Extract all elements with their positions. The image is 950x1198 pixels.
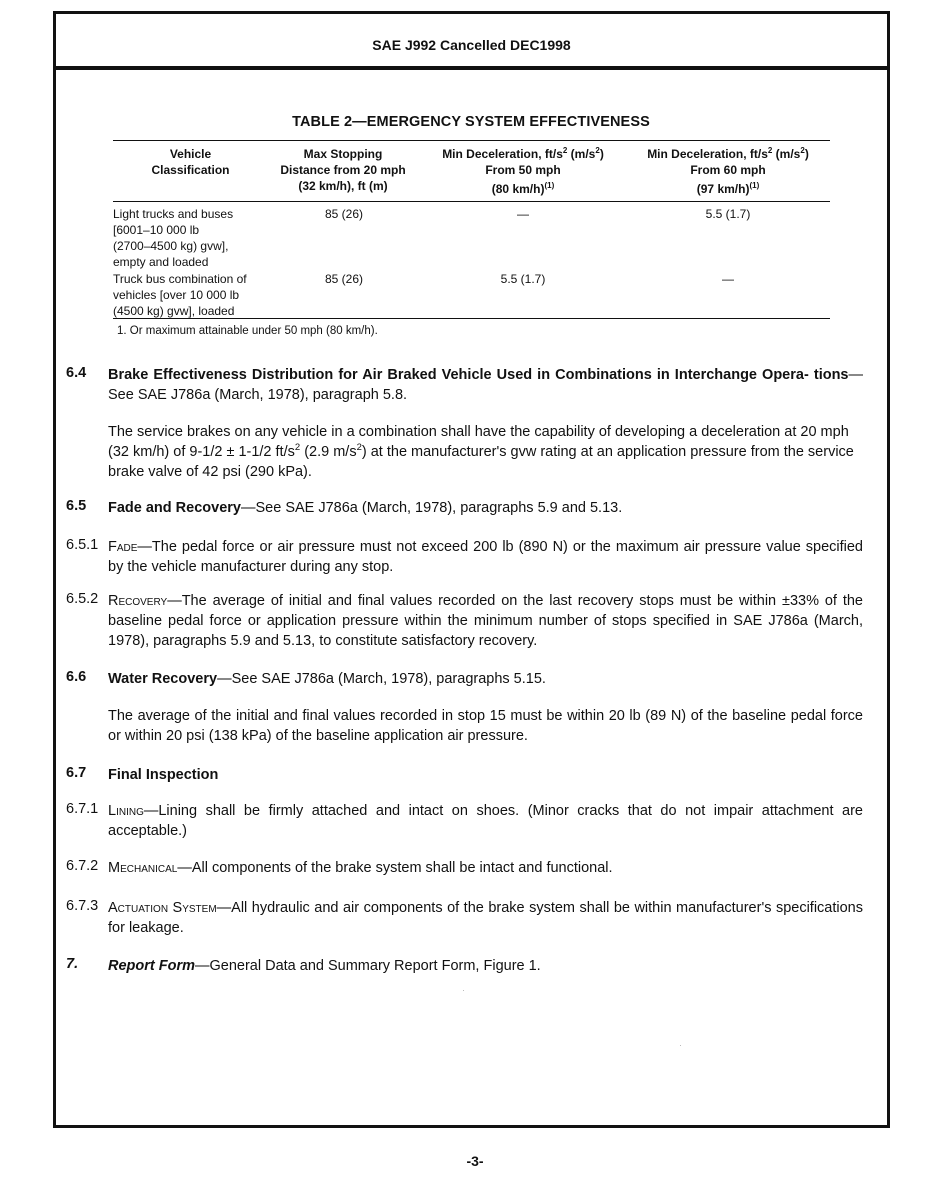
table-bottom-rule	[113, 318, 830, 319]
table-header-decel-50: Min Deceleration, $ft/s^2$ $(m/s^2)$ From 50 mph (80 km/h)$^{(1)}$	[442, 146, 604, 196]
table-footnote: 1. Or maximum attainable under 50 mph (80 km/h).	[117, 325, 378, 337]
table-row-2-vehicle: Truck bus combination of vehicles [over 10 000 lb (4500 kg) gvw], loaded	[113, 272, 247, 318]
table-row-2-decel-50: 5.5 (1.7)	[500, 272, 546, 286]
section-number-7: 7.	[66, 956, 79, 972]
section-6-6-heading: Water Recovery—See SAE J786a (March, 1978), paragraphs 5.15.	[108, 671, 546, 687]
section-7-heading: Report Form—General Data and Summary Report Form, Figure 1.	[108, 958, 541, 974]
table-header-rule	[113, 201, 830, 202]
section-number-6-4: 6.4	[66, 365, 87, 381]
table-row-1-decel-50: —	[517, 207, 529, 221]
scan-speck	[680, 1045, 681, 1046]
table-header-vehicle: Vehicle Classification	[151, 147, 230, 177]
section-number-6-5: 6.5	[66, 498, 87, 514]
section-number-6-7: 6.7	[66, 765, 87, 781]
section-number-6-7-2: 6.7.2	[66, 858, 99, 874]
section-6-7-1-text: Lining—Lining shall be firmly attached and intact on shoes. (Minor cracks that do not impair attachment are acceptable.)	[108, 803, 863, 839]
table-title: TABLE 2—EMERGENCY SYSTEM EFFECTIVENESS	[292, 114, 650, 130]
table-row-1-max-stopping: 85 (26)	[324, 207, 364, 221]
section-6-7-heading: Final Inspection	[108, 767, 219, 783]
section-6-4-heading: Brake Effectiveness Distribution for Air Braked Vehicle Used in Combinations in Interchange Opera- tions—See SAE J786a (March, 1978), paragraph 5.8.	[108, 367, 863, 403]
section-6-5-1-text: Fade—The pedal force or air pressure must not exceed 200 lb (890 N) or the maximum air pressure value specified by the vehicle manufacturer during any stop.	[108, 539, 863, 575]
section-6-5-2-text: Recovery—The average of initial and final values recorded on the last recovery stops must be within ±33% of the baseline pedal force or application pressure within the minimum number of stops specified in SAE J786a (March, 1978), paragraphs 5.9 and 5.13, to constitute satisfactory recovery.	[108, 593, 863, 649]
table-header-decel-60: Min Deceleration, $ft/s^2$ $(m/s^2)$ From 60 mph (97 km/h)$^{(1)}$	[647, 146, 809, 196]
section-number-6-5-2: 6.5.2	[66, 591, 99, 607]
section-6-5-heading: Fade and Recovery—See SAE J786a (March, 1978), paragraphs 5.9 and 5.13.	[108, 500, 623, 516]
scan-speck	[463, 990, 464, 991]
section-6-7-3-text: Actuation System—All hydraulic and air components of the brake system shall be within manufacturer's specifications for leakage.	[108, 900, 864, 936]
section-number-6-5-1: 6.5.1	[66, 537, 99, 553]
section-6-6-body: The average of the initial and final values recorded in stop 15 must be within 20 lb (89 N) of the baseline pedal force or within 20 psi (138 kPa) of the baseline application air pressure.	[108, 708, 863, 744]
table-row-2-decel-60: —	[722, 272, 734, 286]
section-6-4-body: The service brakes on any vehicle in a combination shall have the capability of developing a deceleration at 20 mph (32 km/h) of 9-1/2 ± 1-1/2 $ft/s^2$ (2.9 $m/s^2$) at the manufacturer's gvw rating at an application pressure from the service brake valve of 42 psi (290 kPa).	[108, 424, 854, 480]
section-number-6-7-1: 6.7.1	[66, 801, 99, 817]
table-header-max-stopping: Max Stopping Distance from 20 mph (32 km/h), ft (m)	[280, 147, 406, 193]
section-number-6-7-3: 6.7.3	[66, 898, 99, 914]
section-number-6-6: 6.6	[66, 669, 87, 685]
table-top-rule	[113, 140, 830, 141]
table-row-2-max-stopping: 85 (26)	[324, 272, 364, 286]
header-divider	[53, 66, 890, 70]
section-6-7-2-text: Mechanical—All components of the brake system shall be intact and functional.	[108, 860, 613, 876]
table-row-1-decel-60: 5.5 (1.7)	[705, 207, 751, 221]
document-header-title: SAE J992 Cancelled DEC1998	[372, 37, 571, 53]
page-number: -3-	[466, 1153, 484, 1169]
table-row-1-vehicle: Light trucks and buses [6001–10 000 lb (2700–4500 kg) gvw], empty and loaded	[113, 207, 234, 269]
